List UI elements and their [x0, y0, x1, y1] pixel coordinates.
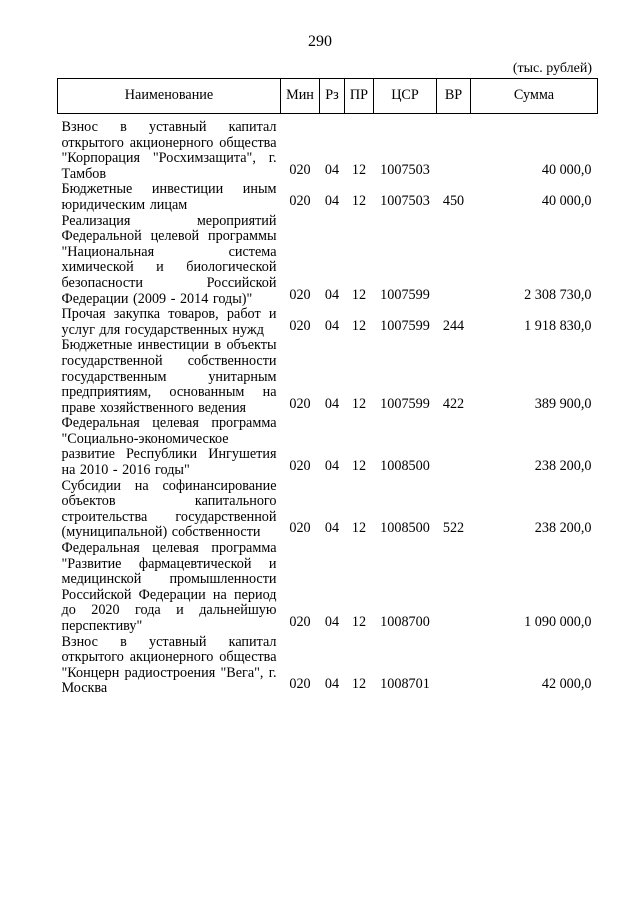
cell-min: 020 [289, 286, 311, 303]
table-row [58, 214, 598, 308]
cell-pr: 12 [351, 614, 367, 630]
cell-csr: 1008701 [380, 676, 430, 693]
column-header-pr: ПР [345, 79, 374, 114]
cell-name: Субсидии на софинансирование объектов капитального строительства государственной (муниципальной) собственности [61, 477, 277, 541]
cell-csr: 1007503 [380, 161, 430, 178]
column-header-vr: ВР [437, 79, 471, 114]
cell-vr: 244 [442, 317, 465, 334]
cell-sum: 1 918 830,0 [524, 317, 592, 334]
cell-pr: 12 [351, 286, 367, 303]
cell-min: 020 [289, 317, 311, 334]
cell-sum: 42 000,0 [541, 676, 592, 693]
cell-vr: 450 [442, 192, 465, 209]
cell-csr: 1008500 [380, 458, 430, 475]
cell-rz: 04 [324, 286, 340, 303]
column-header-sum: Сумма [471, 79, 598, 114]
cell-name: Бюджетные инвестиции в объекты государственной собственности государственным унитарным предприятиям, основанным на праве хозяйственного ведения [61, 337, 277, 416]
cell-vr [437, 635, 471, 697]
cell-rz: 04 [324, 676, 340, 693]
cell-min: 020 [289, 458, 311, 475]
column-header-rz: Рз [320, 79, 345, 114]
cell-rz: 04 [324, 161, 340, 178]
cell-sum: 238 200,0 [534, 520, 592, 537]
table-header [58, 79, 598, 114]
cell-vr: 422 [442, 395, 465, 412]
cell-rz: 04 [324, 395, 340, 412]
cell-sum: 2 308 730,0 [524, 286, 592, 303]
cell-min: 020 [289, 614, 311, 630]
table-row [58, 479, 598, 541]
table-row [58, 338, 598, 416]
cell-pr: 12 [351, 676, 367, 693]
budget-table [57, 78, 598, 697]
cell-vr: 522 [442, 520, 465, 537]
table-row [58, 416, 598, 478]
table-row [58, 114, 598, 183]
cell-vr [437, 416, 471, 478]
cell-vr [437, 114, 471, 183]
cell-csr: 1008700 [380, 614, 430, 630]
page-number: 290 [308, 33, 332, 50]
table-row [58, 635, 598, 697]
cell-name: Бюджетные инвестиции иным юридическим лицам [61, 181, 277, 213]
table-body [58, 114, 598, 697]
cell-name: Прочая закупка товаров, работ и услуг для государственных нужд [61, 306, 277, 338]
cell-min: 020 [289, 192, 311, 209]
cell-pr: 12 [351, 317, 367, 334]
cell-name: Взнос в уставный капитал открытого акционерного общества "Корпорация "Росхимзащита", г. Тамбов [61, 119, 277, 182]
units-label: (тыс. рублей) [512, 61, 592, 76]
cell-min: 020 [289, 395, 311, 412]
cell-name: Взнос в уставный капитал открытого акционерного общества "Концерн радиостроения "Вега", г. Москва [61, 633, 277, 697]
column-header-name: Наименование [58, 79, 281, 114]
cell-csr: 1008500 [380, 520, 430, 537]
cell-name: Реализация мероприятий Федеральной целевой программы "Национальная система химической и биологической безопасности Российской Федерации (2009 - 2014 годы)" [61, 212, 277, 307]
cell-rz: 04 [324, 520, 340, 537]
cell-csr: 1007599 [380, 317, 430, 334]
cell-pr: 12 [351, 458, 367, 475]
column-header-min: Мин [281, 79, 320, 114]
cell-min: 020 [289, 161, 311, 178]
table-row [58, 182, 598, 213]
cell-pr: 12 [351, 520, 367, 537]
table-row [58, 541, 598, 635]
cell-rz: 04 [324, 317, 340, 334]
table-row [58, 307, 598, 338]
cell-pr: 12 [351, 161, 367, 178]
cell-csr: 1007599 [380, 286, 430, 303]
cell-sum: 238 200,0 [534, 458, 592, 475]
cell-sum: 389 900,0 [534, 395, 592, 412]
cell-rz: 04 [324, 458, 340, 475]
cell-rz: 04 [324, 614, 340, 630]
cell-sum: 40 000,0 [541, 161, 592, 178]
cell-min: 020 [289, 520, 311, 537]
cell-name: Федеральная целевая программа "Социально-экономическое развитие Республики Ингушетия на 2010 - 2016 годы" [61, 415, 277, 479]
cell-pr: 12 [351, 395, 367, 412]
cell-sum: 40 000,0 [541, 192, 592, 209]
cell-vr [437, 541, 471, 635]
cell-min: 020 [289, 676, 311, 693]
cell-rz: 04 [324, 192, 340, 209]
cell-csr: 1007599 [380, 395, 430, 412]
cell-vr [437, 214, 471, 308]
cell-sum: 1 090 000,0 [524, 614, 592, 630]
cell-name: Федеральная целевая программа "Развитие фармацевтической и медицинской промышленности Российской Федерации на период до 2020 года и дальнейшую перспективу" [61, 540, 277, 634]
column-header-csr: ЦСР [374, 79, 437, 114]
header-row [58, 79, 598, 114]
cell-csr: 1007503 [380, 192, 430, 209]
cell-pr: 12 [351, 192, 367, 209]
